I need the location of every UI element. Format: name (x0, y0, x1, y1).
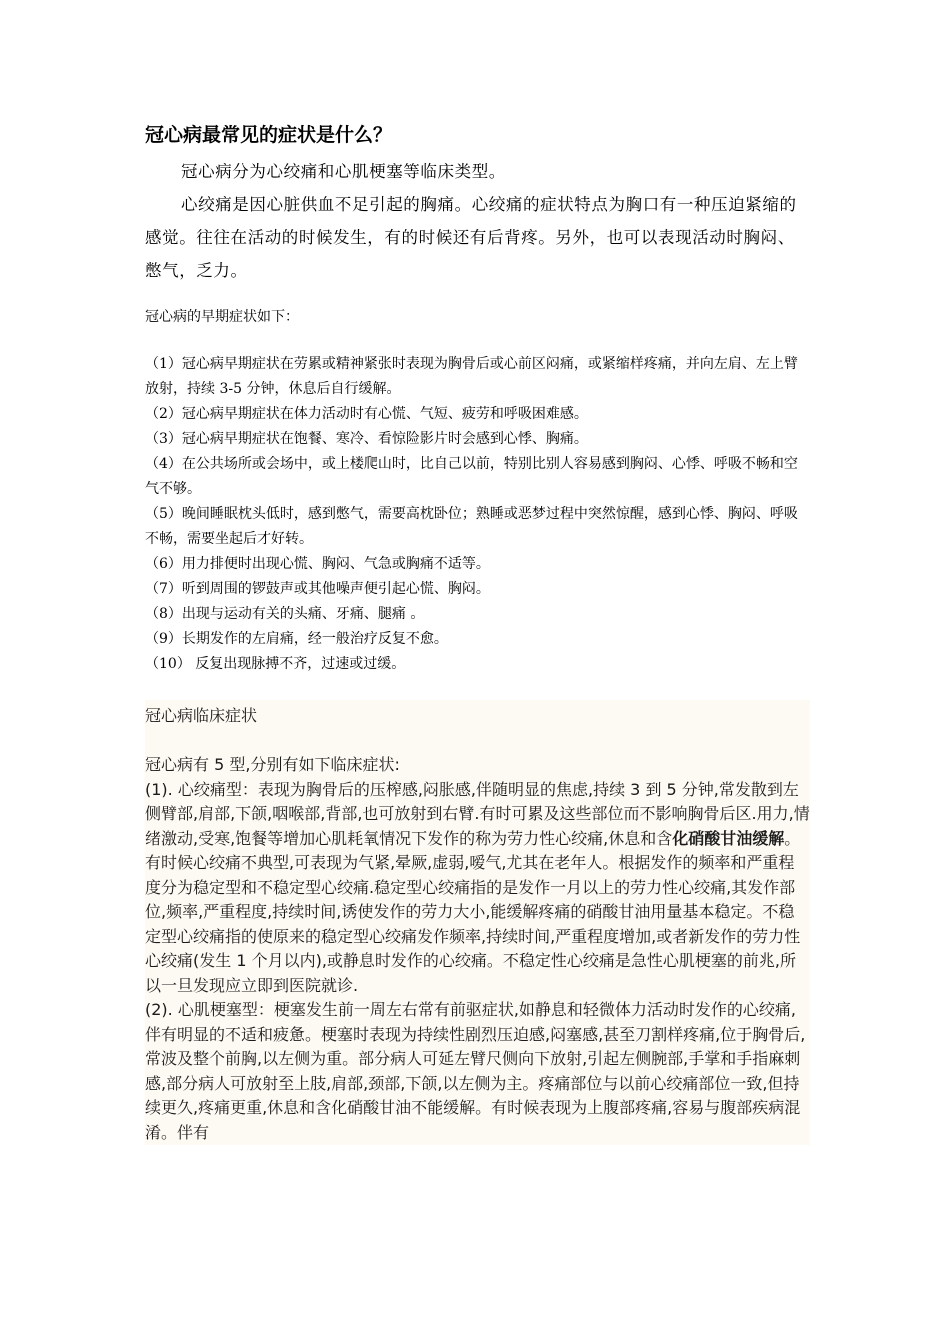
intro-section (145, 155, 807, 287)
clinical-symptoms-section (145, 700, 810, 1145)
early-symptoms-list (145, 352, 810, 677)
list-item: （8）出现与运动有关的头痛、牙痛、腿痛 。 (145, 606, 425, 622)
document-title: 冠心病最常见的症状是什么？ (145, 124, 393, 146)
list-item: （5）晚间睡眠枕头低时，感到憋气，需要高枕卧位；熟睡或恶梦过程中突然惊醒，感到心悸、胸闷、呼吸不畅，需要坐起后才好转。 (145, 506, 798, 547)
early-symptoms-heading: 冠心病的早期症状如下： (145, 309, 299, 325)
intro-paragraph-1: 冠心病分为心绞痛和心肌梗塞等临床类型。 (181, 162, 506, 181)
list-item: （7）听到周围的锣鼓声或其他噪声便引起心慌、胸闷。 (145, 581, 490, 597)
clinical-heading: 冠心病临床症状 (145, 706, 258, 725)
list-item: （6）用力排便时出现心慌、胸闷、气急或胸痛不适等。 (145, 556, 490, 572)
type-1-paragraph (145, 778, 810, 999)
list-item: （4）在公共场所或会场中，或上楼爬山时，比自己以前，特别比别人容易感到胸闷、心悸、呼吸不畅和空气不够。 (145, 456, 798, 497)
list-item: （10） 反复出现脉搏不齐，过速或过缓。 (145, 656, 406, 672)
list-item: （1）冠心病早期症状在劳累或精神紧张时表现为胸骨后或心前区闷痛，或紧缩样疼痛，并向左肩、左上臂放射，持续 3-5 分钟，休息后自行缓解。 (145, 356, 798, 397)
list-item: （9）长期发作的左肩痛，经一般治疗反复不愈。 (145, 631, 448, 647)
clinical-lead: 冠心病有 5 型,分别有如下临床症状: (145, 755, 400, 774)
type-1-text-a: (1). 心绞痛型：表现为胸骨后的压榨感,闷胀感,伴随明显的焦虑,持续 3 到 5 分钟,常发散到左侧臂部,肩部,下颌,咽喉部,背部,也可放射到右臂.有时可累及这些部位而不影响胸骨后区.用力,情绪激动,受寒,饱餐等增加心肌耗氧情况下发作的称为劳力性心绞痛,休息和含 (145, 779, 810, 848)
type-2-paragraph: (2). 心肌梗塞型：梗塞发生前一周左右常有前驱症状,如静息和轻微体力活动时发作的心绞痛,伴有明显的不适和疲惫。梗塞时表现为持续性剧烈压迫感,闷塞感,甚至刀割样疼痛,位于胸骨后,常波及整个前胸,以左侧为重。部分病人可延左臂尺侧向下放射,引起左侧腕部,手掌和手指麻刺感,部分病人可放射至上肢,肩部,颈部,下颌,以左侧为主。疼痛部位与以前心绞痛部位一致,但持续更久,疼痛更重,休息和含化硝酸甘油不能缓解。有时候表现为上腹部疼痛,容易与腹部疾病混淆。伴有 (145, 1000, 806, 1142)
list-item: （3）冠心病早期症状在饱餐、寒冷、看惊险影片时会感到心悸、胸痛。 (145, 431, 588, 447)
type-1-bold-text: 化硝酸甘油缓解 (672, 828, 785, 848)
intro-paragraph-2: 心绞痛是因心脏供血不足引起的胸痛。心绞痛的症状特点为胸口有一种压迫紧缩的感觉。往往在活动的时候发生，有的时候还有后背疼。另外，也可以表现活动时胸闷、憋气，乏力。 (145, 195, 797, 280)
list-item: （2）冠心病早期症状在体力活动时有心慌、气短、疲劳和呼吸困难感。 (145, 406, 588, 422)
type-1-text-b: 。有时候心绞痛不典型,可表现为气紧,晕厥,虚弱,嗳气,尤其在老年人。根据发作的频率和严重程度分为稳定型和不稳定型心绞痛.稳定型心绞痛指的是发作一月以上的劳力性心绞痛,其发作部位,频率,严重程度,持续时间,诱使发作的劳力大小,能缓解疼痛的硝酸甘油用量基本稳定。不稳定型心绞痛指的使原来的稳定型心绞痛发作频率,持续时间,严重程度增加,或者新发作的劳力性心绞痛(发生 1 个月以内),或静息时发作的心绞痛。不稳定性心绞痛是急性心肌梗塞的前兆,所以一旦发现应立即到医院就诊. (145, 828, 801, 995)
blank-line (145, 729, 810, 754)
